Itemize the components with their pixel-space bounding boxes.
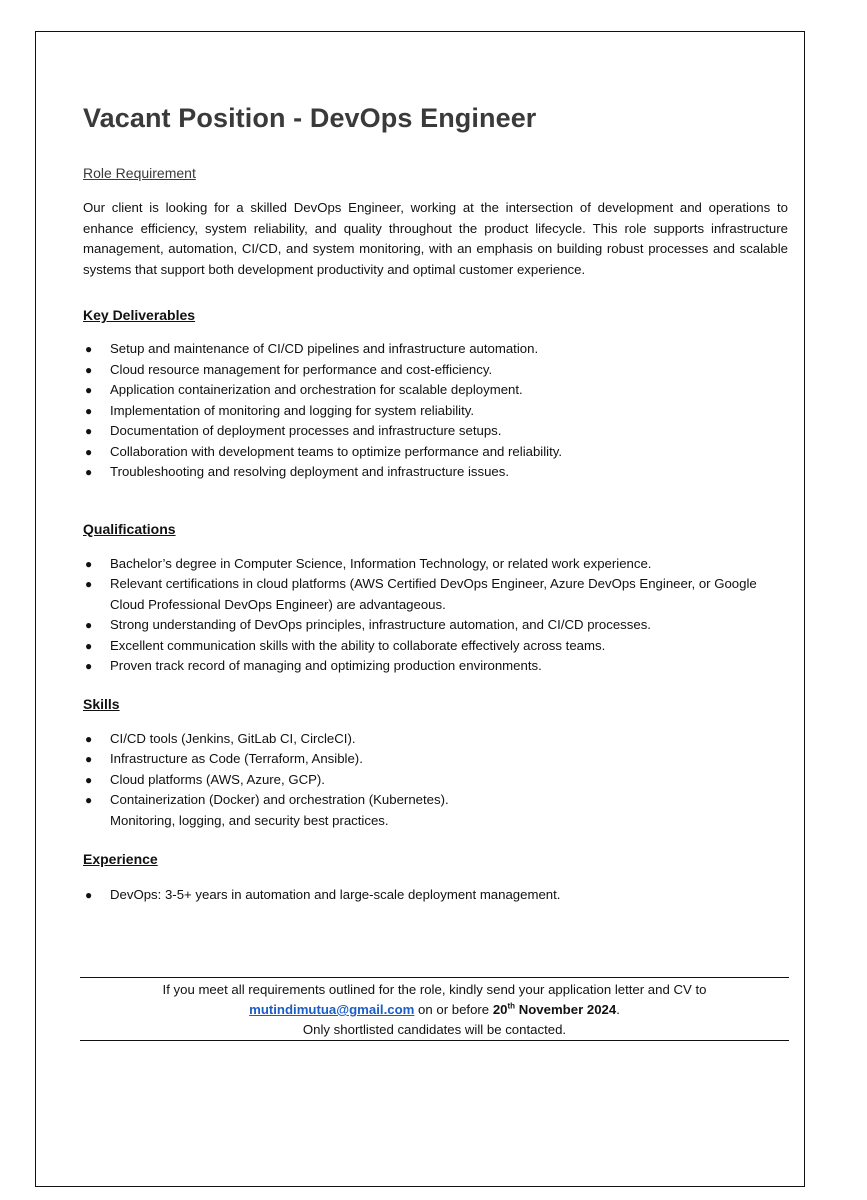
list-item: ● Bachelor’s degree in Computer Science, Information Technology, or related work experience. [83,554,788,575]
qualifications-heading: Qualifications [83,520,176,537]
list-item: ● Proven track record of managing and optimizing production environments. [83,656,788,677]
bullet-icon: ● [85,638,93,653]
bullet-icon: ● [85,556,93,571]
page-title: Vacant Position - DevOps Engineer [83,103,537,133]
application-instructions-line3: Only shortlisted candidates will be contacted. [302,1022,567,1037]
bullet-icon: ● [85,888,93,902]
bullet-icon: ● [85,362,93,377]
bullet-icon: ● [85,577,93,591]
list-item: ● Documentation of deployment processes and infrastructure setups. [83,421,788,442]
skills-list [83,729,788,811]
bullet-icon: ● [85,793,93,807]
document-body [83,100,788,906]
bullet-icon: ● [85,383,93,397]
role-requirement-heading: Role Requirement [83,165,196,181]
list-item: ● DevOps: 3-5+ years in automation and large-scale deployment management. [83,885,788,906]
experience-list [83,885,788,906]
role-requirement-paragraph: Our client is looking for a skilled DevOps Engineer, working at the intersection of development and operations to enhance efficiency, system reliability, and quality throughout the product lifecycle. This role supports infrastructure management, automation, CI/CD, and system monitoring, with an emphasis on building robust processes and scalable systems that support both development productivity and optimal customer experience. [83,200,788,277]
bullet-icon: ● [85,731,93,746]
list-item: ● CI/CD tools (Jenkins, GitLab CI, CircleCI). [83,729,788,750]
experience-heading: Experience [83,851,158,867]
bullet-icon: ● [85,618,93,632]
application-instructions-line2: mutindimutua@gmail.com on or before 20th November 2024. [249,1001,620,1017]
bullet-icon: ● [85,342,93,356]
list-item: ● Cloud resource management for performance and cost-efficiency. [83,360,788,381]
list-item: ● Strong understanding of DevOps principles, infrastructure automation, and CI/CD processes. [83,615,788,636]
bullet-icon: ● [85,465,93,479]
qualifications-list [83,554,788,677]
list-item: ● Containerization (Docker) and orchestration (Kubernetes). [83,790,788,811]
skills-continuation-line: Monitoring, logging, and security best practices. [110,812,389,828]
bullet-icon: ● [85,752,93,766]
deadline-date: 20th November 2024 [492,1001,617,1017]
key-deliverables-heading: Key Deliverables [83,307,196,323]
list-item: ● Application containerization and orchestration for scalable deployment. [83,380,788,401]
list-item: ● Cloud platforms (AWS, Azure, GCP). [83,770,788,791]
application-instructions-box [80,977,789,1041]
list-item: ● Troubleshooting and resolving deployment and infrastructure issues. [83,462,788,483]
list-item: ● Excellent communication skills with the ability to collaborate effectively across teams. [83,636,788,657]
application-instructions-line1: If you meet all requirements outlined for the role, kindly send your application letter and CV to [162,982,707,997]
email-link[interactable]: mutindimutua@gmail.com [249,1002,415,1017]
key-deliverables-list [83,339,788,483]
bullet-icon: ● [85,659,93,673]
bullet-icon: ● [85,772,93,787]
list-item: ● Relevant certifications in cloud platforms (AWS Certified DevOps Engineer, Azure DevOps Engineer, or Google Cloud Professional DevOps Engineer) are advantageous. [85,576,757,612]
bullet-icon: ● [85,444,93,459]
bullet-icon: ● [85,424,93,438]
bullet-icon: ● [85,403,93,418]
list-item: ● Implementation of monitoring and logging for system reliability. [83,401,788,422]
skills-heading: Skills [83,695,120,712]
list-item: ● Setup and maintenance of CI/CD pipelines and infrastructure automation. [83,339,788,360]
list-item: ● Infrastructure as Code (Terraform, Ansible). [83,749,788,770]
list-item: ● Collaboration with development teams to optimize performance and reliability. [83,442,788,463]
